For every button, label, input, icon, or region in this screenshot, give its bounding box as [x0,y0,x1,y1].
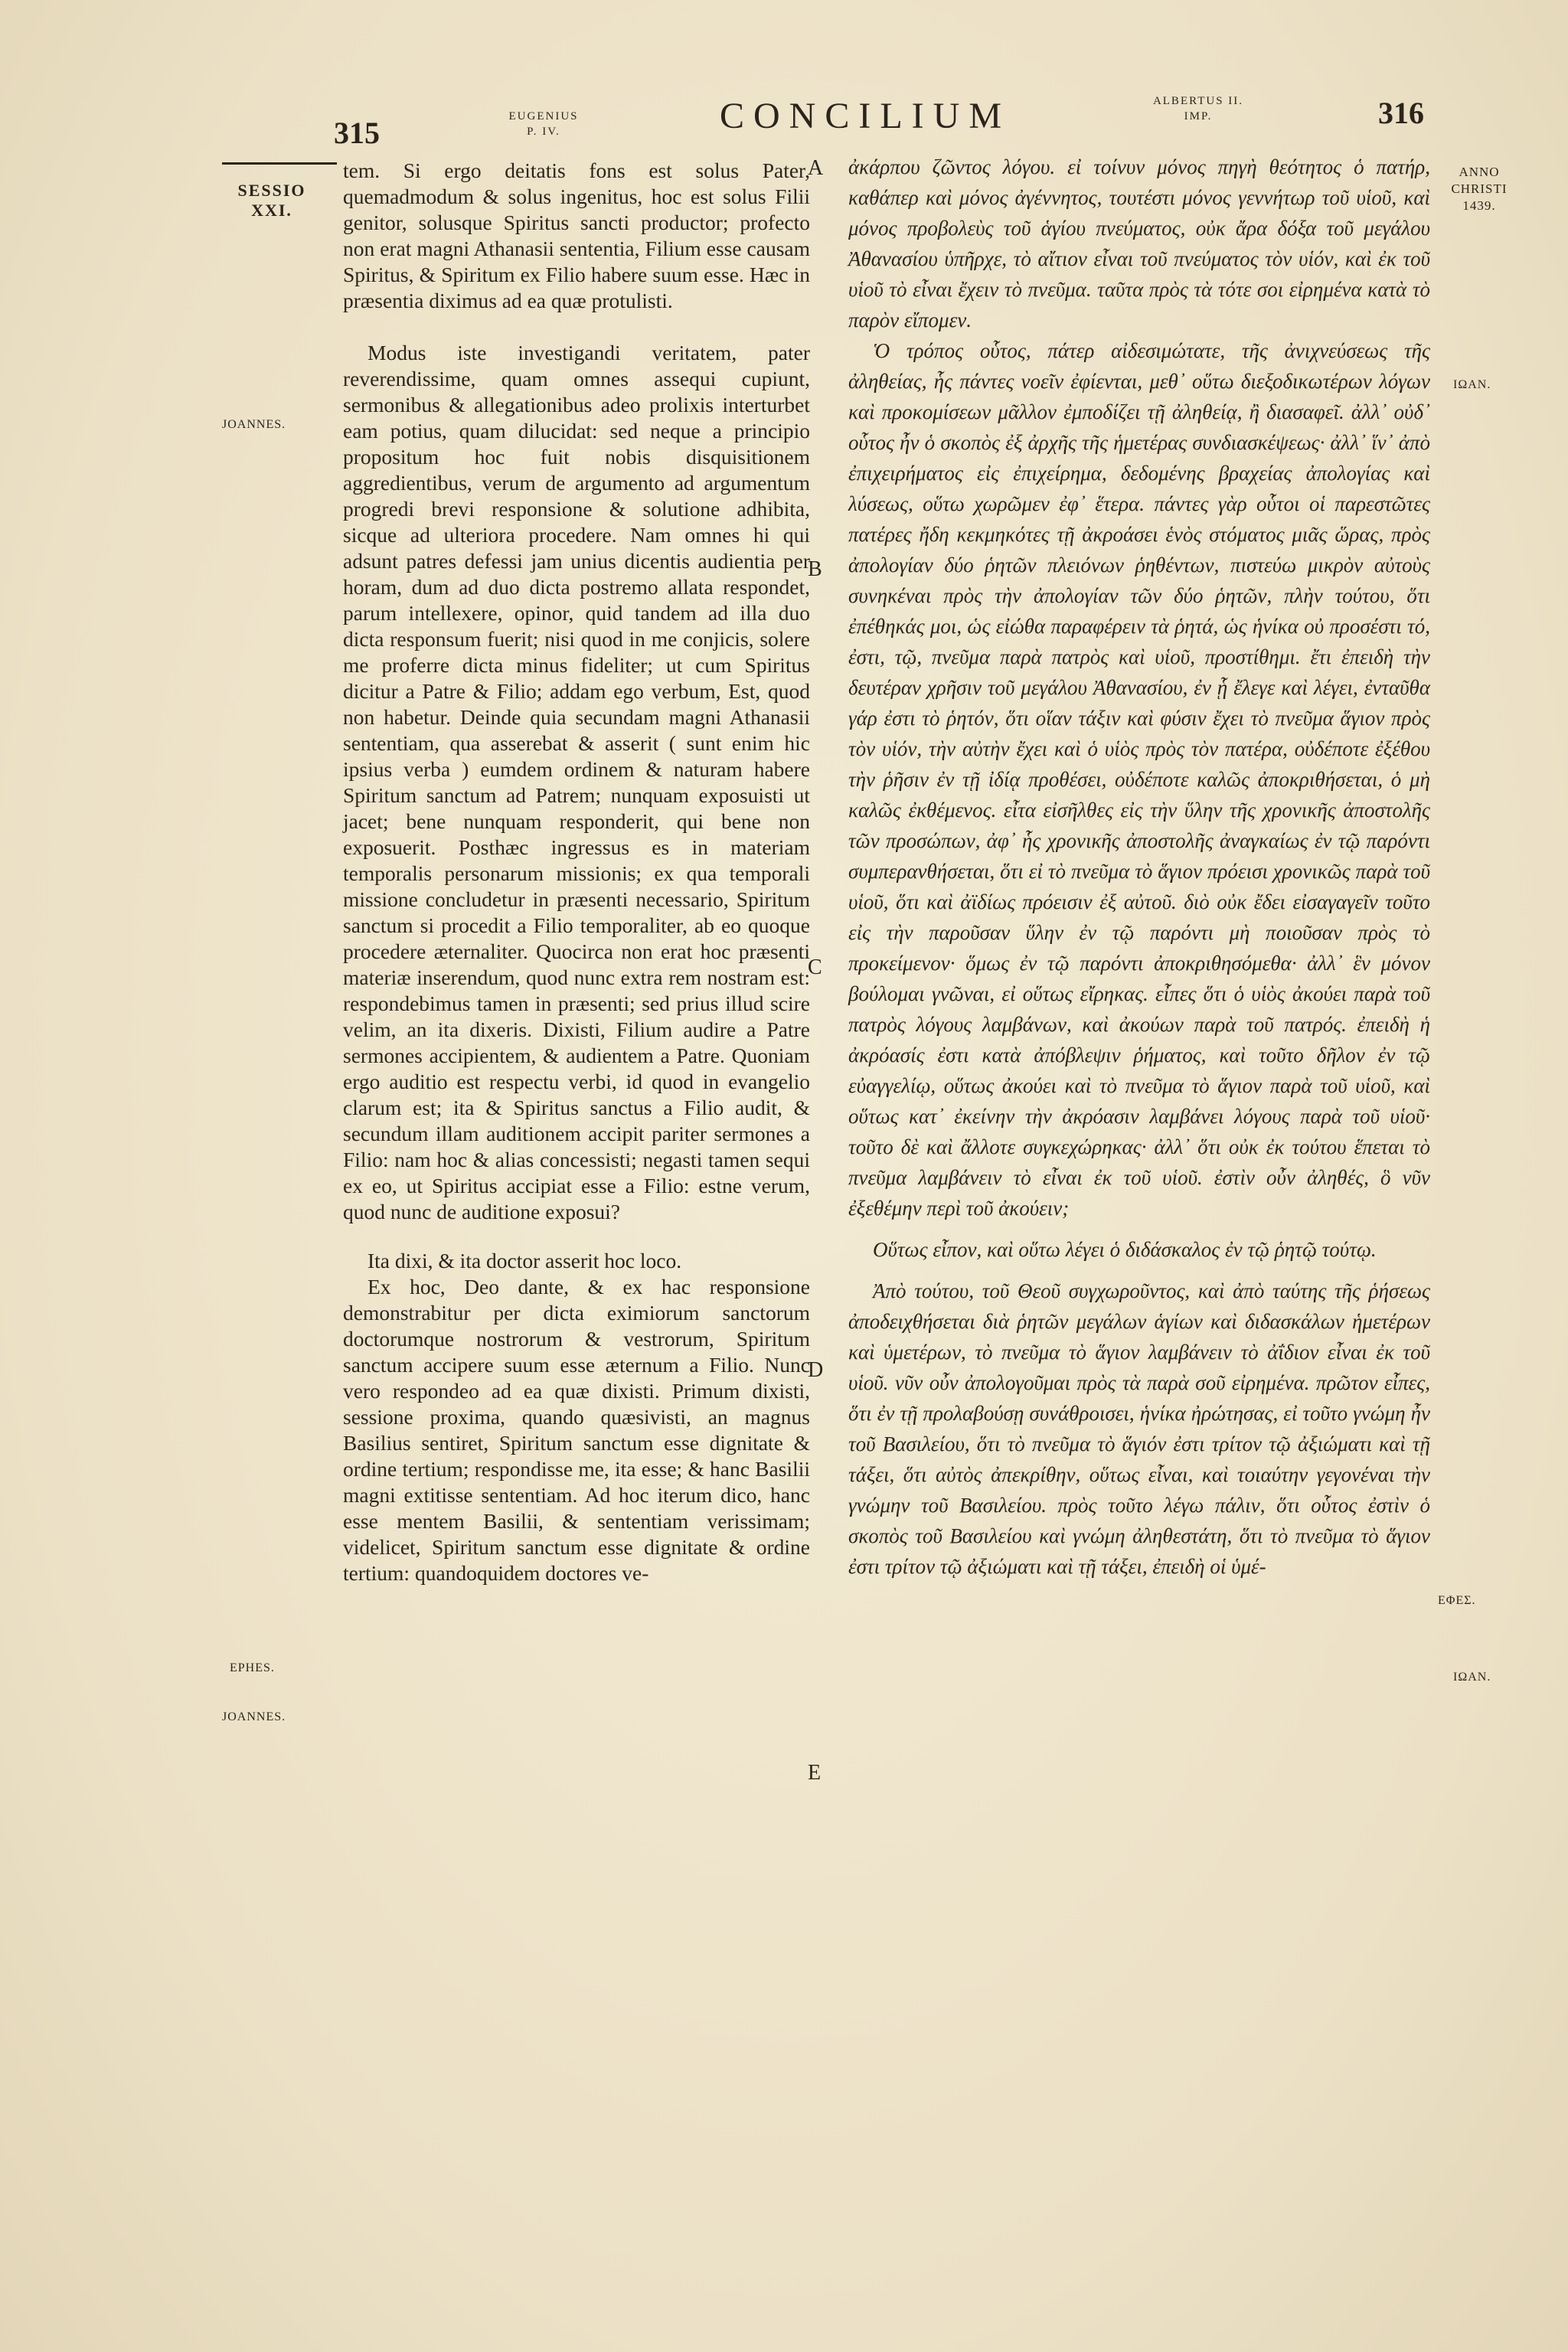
section-marker-b: B [808,557,822,581]
session-label-line1: SESSIO [237,181,306,200]
greek-paragraph-4: Ἀπὸ τούτου, τοῦ Θεοῦ συγχωροῦντος, καὶ ἀπὸ ταύτης τῆς ῥήσεως ἀποδειχθήσεται διὰ ῥητῶν μεγάλων ἁγίων καὶ διδασκάλων ἡμετέρων καὶ ὑμετέρων, τὸ πνεῦμα τὸ ἅγιον λαμβάνειν τὸ ἀΐδιον εἶναι ἐκ τοῦ υἱοῦ. νῦν οὖν ἀπολογοῦμαι πρὸς τὰ παρὰ σοῦ εἰρημένα. πρῶτον εἶπες, ὅτι ἐν τῇ προλαβούσῃ συνάθροισει, ἡνίκα ἠρώτησας, εἰ τοῦτο γνώμη ἦν τοῦ Βασιλείου, ὅτι τὸ πνεῦμα τὸ ἅγιόν ἐστι τρίτον τῷ ἀξιώματι καὶ τῇ τάξει, ὅτι αὐτὸς ἀπεκρίθην, οὕτως εἶναι, καὶ τοιαύτην γεγονέναι τὴν γνώμην τοῦ Βασιλείου. πρὸς τοῦτο λέγω πάλιν, ὅτι οὗτος ἐστὶν ὁ σκοπὸς τοῦ Βασιλείου καὶ γνώμη ἀληθεστάτη, ὅτι τὸ πνεῦμα τὸ ἅγιον ἐστι τρίτον τῷ ἀξιώματι καὶ τῇ τάξει, ἐπειδὴ οἱ ὑμέ- [848,1279,1430,1578]
page-number-right: 316 [1378,96,1424,130]
anno-line1: ANNO [1459,165,1500,179]
running-head-left-line1: EUGENIUS [508,110,579,122]
running-head-right [1133,93,1263,124]
running-head-right-line2: IMP. [1184,110,1213,122]
section-marker-e: E [808,1761,822,1785]
section-marker-a: A [808,156,824,180]
running-head-left-line2: P. IV. [527,126,560,138]
latin-column [343,158,810,1586]
speaker-ioan-1: IΩAN. [1453,378,1491,391]
latin-paragraph-2: Modus iste investigandi veritatem, pater reverendissime, quam omnes assequi cupiunt, sermonibus & allegationibus adeo prolixis interturbet eam potius, quam dilucidat: sed neque a principio propositum hoc fuit nobis disquisitionem aggredientibus, verum de argumento ad argumentum progredi brevi responsione & solutione adhibita, sicque ad ulteriora procedere. Nam omnes hi qui adsunt patres defessi jam unius dicentis audientia per horam, dum ad duo dicta postremo allata respondet, parum intellexere, opinor, quid tandem ad illa duo dicta responsum fuerit; nisi quod in me conjicis, solere me proferre dicta minus fideliter; ut cum Spiritus dicitur a Patre & Filio; addam ego verbum, Est, quod non habetur. Deinde quia secundam magni Athanasii sententiam, qua asserebat & asserit ( sunt enim hic ipsius verba ) eumdem ordinem & naturam habere Spiritum sanctum ad Patrem; nunquam exposuisti ut jacet; bene nunquam responderit, qui bene non exposuerit. Posthæc ingressus es in materiam temporalis personarum missionis; ex qua temporali missione concludetur in præsenti necessario, Spiritum sanctum si procedit a Filio temporaliter, ab eo quoque procedere æternaliter. Quocirca non erat hoc præsenti materiæ inserendum, quod nunc extra rem nostram est: respondebimus tamen in præsenti; sed prius illud scire velim, an ita dixeris. Dixisti, Filium audire a Patre sermones accipientem, & audientem a Patre. Quoniam ergo auditio est respectu verbi, id quod in evangelio clarum est; ita & Spiritus sanctus a Filio audit, & secundum illam auditionem accipit pariter sermones a Filio: nam hoc & alias concessisti; negasti tamen sequi ex eo, ut Spiritus accipiat esse a Filio: estne verum, quod nunc de auditione exposui? [343,341,810,1223]
latin-paragraph-4: Ex hoc, Deo dante, & ex hac responsione demonstrabitur per dicta eximiorum sanctorum doctorumque nostrorum & vestrorum, Spiritum sanctum accipere suum esse æternum a Filio. Nunc vero respondeo ad ea quæ dixisti. Primum dixisti, sessione proxima, quando quæsivisti, an magnus Basilius sentiret, Spiritum sanctum esse dignitate & ordine tertium; respondisse me, ita esse; & hanc Basilii magni extitisse sententiam. Ad hoc iterum dico, hanc esse mentem Basilii, & sententiam verissimam; videlicet, Spiritum sanctum esse dignitate & ordine tertium: quandoquidem doctores ve- [343,1275,810,1585]
latin-paragraph-1: tem. Si ergo deitatis fons est solus Pater, quemadmodum & solus ingenitus, hoc est solus Filii genitor, solusque Spiritus sancti productor; profecto non erat magni Athanasii sententia, Filium esse causam Spiritus, & Spiritum ex Filio habere suum esse. Hæc in præsentia diximus ad ea quæ protulisti. [343,158,810,312]
page-title: CONCILIUM [720,96,1011,136]
speaker-ephes-greek: EΦEΣ. [1438,1594,1476,1607]
session-label [226,181,318,220]
greek-paragraph-1: ἀκάρπου ζῶντος λόγου. εἰ τοίνυν μόνος πηγὴ θεότητος ὁ πατήρ, καθάπερ καὶ μόνος ἀγέννητος, τουτέστι μόνος γεννήτωρ τοῦ υἱοῦ, καὶ μόνος προβολεὺς τοῦ ἁγίου πνεύματος, οὐκ ἄρα δόξα τοῦ μεγάλου Ἀθανασίου ὑπῆρχε, τὸ αἴτιον εἶναι τοῦ πνεύματος τὸν υἱόν, καὶ ἐκ τοῦ υἱοῦ τὸ εἶναι ἔχειν τὸ πνεῦμα. ταῦτα πρὸς τὰ τότε σοι εἰρημένα κατὰ τὸ παρὸν εἴπομεν. [848,155,1430,332]
running-head-right-line1: ALBERTUS II. [1152,95,1244,107]
speaker-joannes-2: JOANNES. [222,1710,286,1723]
greek-paragraph-2: Ὁ τρόπος οὗτος, πάτερ αἰδεσιμώτατε, τῆς ἀνιχνεύσεως τῆς ἀληθείας, ἧς πάντες νοεῖν ἐφίενται, μεθ᾽ οὕτω διεξοδικωτέρων λόγων καὶ προκομίσεων μᾶλλον ἐμποδίζει τῇ ἀληθείᾳ, ἢ διασαφεῖ. ἀλλ᾽ οὐδ᾽ οὗτος ἦν ὁ σκοπὸς ἐξ ἀρχῆς τῆς ἡμετέρας συνδιασκέψεως· ἀλλ᾽ ἵν᾽ ἀπὸ ἐπιχειρήματος εἰς ἐπιχείρημα, δεδομένης βραχείας ἀπολογίας καὶ λύσεως, οὕτω χωρῶμεν ἐφ᾽ ἕτερα. πάντες γὰρ οὗτοι οἱ παρεστῶτες πατέρες ἤδη κεκμηκότες τῇ ἀκροάσει ἑνὸς στόματος μιᾶς ὥρας, πρὸς ἀπολογίαν δύο ῥητῶν πλειόνων ῥηθέντων, πιστεύω μικρὸν αὐτοὺς συνηκέναι πρὸς τὴν ἀπολογίαν τῶν δύο ῥητῶν, πλὴν τούτου, ὅτι ἐπέθηκάς μοι, ὡς εἰώθα παραφέρειν τὰ ῥητά, ὡς ἡνίκα οὐ προσέστι τό, ἐστι, τῷ, πνεῦμα παρὰ πατρὸς καὶ υἱοῦ, προστίθημι. ἔτι ἐπειδὴ τὴν δευτέραν χρῆσιν τοῦ μεγάλου Ἀθανασίου, ἐν ᾗ ἔλεγε καὶ λέγει, ἐνταῦθα γάρ ἐστι τὸ ῥητόν, ὅτι οἵαν τάξιν καὶ φύσιν ἔχει τὸ πνεῦμα ἅγιον πρὸς τὸν υἱόν, τὴν αὐτὴν ἔχει καὶ ὁ υἱὸς πρὸς τὸν πατέρα, οὐδέποτε ἐξέθου τὴν ῥῆσιν ἐν τῇ ἰδίᾳ προθέσει, οὐδέποτε καλῶς ἀποκριθήσεται, ὁ μὴ καλῶς ἐκθέμενος. εἶτα εἰσῆλθες εἰς τὴν ὕλην τῆς χρονικῆς ἀποστολῆς τῶν προσώπων, ἀφ᾽ ἧς χρονικῆς ἀποστολῆς ἀναγκαίως ἐν τῷ παρόντι συμπερανθήσεται, ὅτι εἰ τὸ πνεῦμα τὸ ἅγιον πρόεισι χρονικῶς παρὰ τοῦ υἱοῦ, ὅτι καὶ ἀϊδίως πρόεισιν ἐξ αὐτοῦ. διὸ οὐκ ἔδει εἰσαγαγεῖν τοῦτο εἰς τὴν παροῦσαν ὕλην ἐν τῷ παρόντι μὴ ποιοῦσαν πρὸς τὸ προκείμενον· ὅμως ἐν τῷ παρόντι ἀποκριθησόμεθα· ἀλλ᾽ ἓν μόνον βούλομαι γνῶναι, εἰ οὕτως εἴρηκας. εἶπες ὅτι ὁ υἱὸς ἀκούει παρὰ τοῦ πατρὸς λόγους λαμβάνων, καὶ ἀκούων παρὰ τοῦ πατρός. ἐπειδὴ ἡ ἀκρόασίς ἐστι κατὰ ἀπόβλεψιν ῥήματος, καὶ τοῦτο δῆλον ἐν τῷ εὐαγγελίῳ, οὕτως ἀκούει καὶ τὸ πνεῦμα τὸ ἅγιον παρὰ τοῦ υἱοῦ, καὶ οὕτως κατ᾽ ἐκείνην τὴν ἀκρόασιν λαμβάνει λόγους παρὰ τοῦ υἱοῦ· τοῦτο δὲ καὶ ἄλλοτε συγκεχώρηκας· ἀλλ᾽ ὅτι οὐκ ἐκ τούτου ἕπεται τὸ πνεῦμα λαμβάνειν τὸ εἶναι ἐκ τοῦ υἱοῦ. ἐστὶν οὖν ἀληθές, ὃ νῦν ἐξεθέμην περὶ τοῦ ἀκούειν; [848,339,1430,1220]
section-marker-d: D [808,1358,824,1382]
anno-christi-label [1441,164,1517,214]
anno-line2: CHRISTI [1451,181,1508,196]
anno-line3: 1439. [1462,198,1496,213]
section-marker-c: C [808,956,822,979]
page-number-left: 315 [334,116,380,150]
speaker-ephes: EPHES. [230,1661,275,1674]
session-label-line2: XXI. [251,201,292,220]
latin-paragraph-3: Ita dixi, & ita doctor asserit hoc loco. [368,1249,682,1272]
speaker-joannes-1: JOANNES. [222,418,286,431]
running-head-left [498,109,590,139]
speaker-ioan-2: IΩAN. [1453,1671,1491,1684]
session-rule [222,162,337,165]
greek-column [848,152,1430,1582]
greek-paragraph-3: Οὕτως εἶπον, καὶ οὕτω λέγει ὁ διδάσκαλος ἐν τῷ ῥητῷ τούτῳ. [873,1238,1377,1261]
